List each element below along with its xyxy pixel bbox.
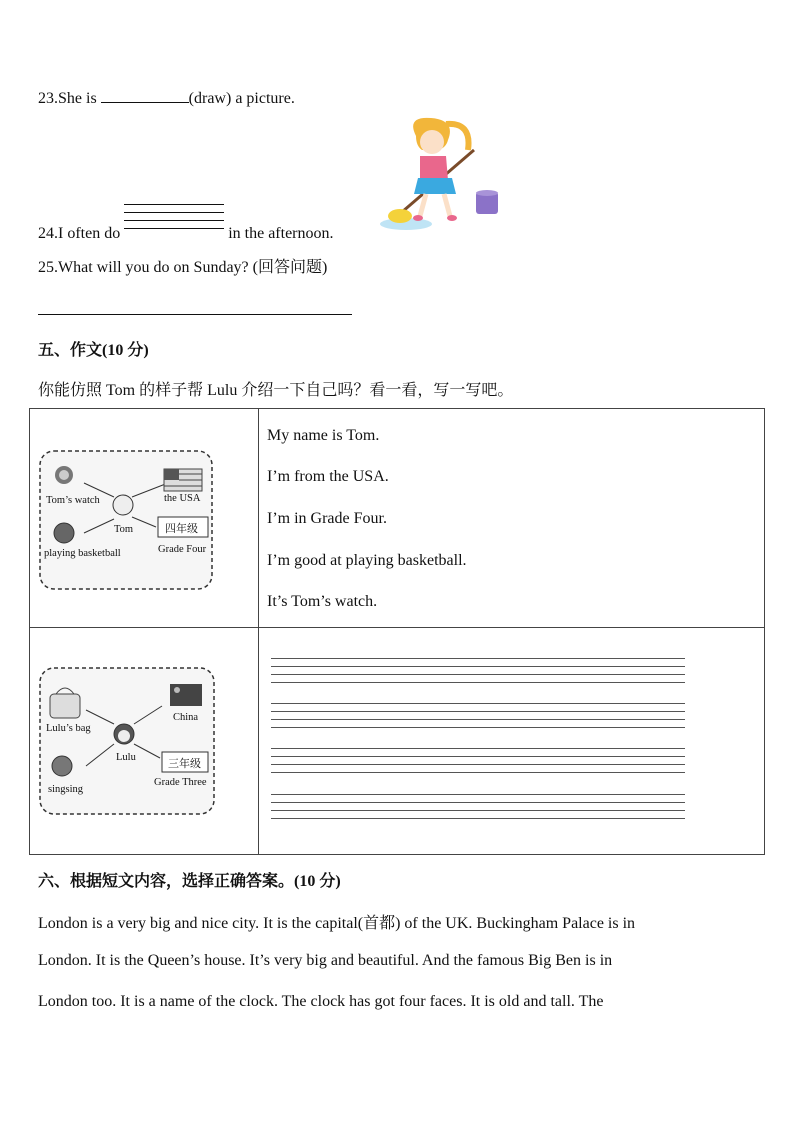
china-flag-icon <box>170 684 202 706</box>
question-24 <box>38 218 334 246</box>
answer-line-25[interactable] <box>38 314 352 315</box>
table-row-lulu <box>30 628 765 855</box>
lulu-country-label: China <box>173 712 199 723</box>
tom-sample-cell <box>259 409 765 628</box>
lulu-hobby-label: singsing <box>48 784 84 795</box>
writing-table <box>29 408 765 855</box>
tom-grade-label: Grade Four <box>158 544 207 555</box>
girl-mopping-illustration <box>376 116 506 236</box>
tom-sample-line: I’m from the USA. <box>267 468 389 485</box>
question-24-suffix: in the afternoon. <box>224 225 334 242</box>
four-line-blank-24[interactable] <box>124 218 224 246</box>
question-23 <box>38 88 295 108</box>
tom-diagram-cell <box>30 409 259 628</box>
tom-watch-label: Tom’s watch <box>46 495 100 506</box>
lulu-grade-sign-text: 三年级 <box>168 758 201 770</box>
singing-girl-icon <box>52 756 72 776</box>
basketball-icon <box>54 523 74 543</box>
tom-sample-line: I’m good at playing basketball. <box>267 552 467 569</box>
lulu-diagram-cell <box>30 628 259 855</box>
question-23-suffix: (draw) a picture. <box>188 90 295 107</box>
section-5-instruction: 你能仿照 Tom 的样子帮 Lulu 介绍一下自己吗？看一看，写一写吧。 <box>38 382 514 399</box>
question-24-prefix: 24.I often do <box>38 225 125 242</box>
mop-head <box>388 209 412 223</box>
lulu-writing-cell[interactable] <box>259 628 765 855</box>
lulu-grade-label: Grade Three <box>154 777 207 788</box>
tom-sample-line: It’s Tom’s watch. <box>267 593 378 610</box>
lulu-bag-label: Lulu’s bag <box>46 723 91 734</box>
tom-sample-line: My name is Tom. <box>267 427 380 444</box>
tom-mind-map <box>30 409 258 627</box>
section-6-title: 六、根据短文内容，选择正确答案。(10 分) <box>38 873 341 890</box>
table-row-tom <box>30 409 765 628</box>
passage-line: London too. It is a name of the clock. The clock has got four faces. It is old and tall. The <box>38 993 604 1010</box>
section-5-title: 五、作文(10 分) <box>38 342 149 359</box>
passage-line: London is a very big and nice city. It is the capital(首都) of the UK. Buckingham Palace is in <box>38 915 636 932</box>
tom-name-label: Tom <box>114 524 134 535</box>
passage-line: London. It is the Queen’s house. It’s very big and beautiful. And the famous Big Ben is in <box>38 952 613 969</box>
tom-hobby-label: playing basketball <box>44 548 121 559</box>
bag-icon <box>50 694 80 718</box>
tom-grade-sign-text: 四年级 <box>165 523 198 535</box>
answer-blank-23[interactable] <box>101 88 189 103</box>
tom-country-label: the USA <box>164 493 201 504</box>
tom-avatar <box>113 495 133 515</box>
lulu-mind-map <box>30 628 258 854</box>
lulu-name-label: Lulu <box>116 752 136 763</box>
question-23-prefix: 23.She is <box>38 90 101 107</box>
question-25: 25.What will you do on Sunday? (回答问题) <box>38 259 328 276</box>
tom-sample-line: I’m in Grade Four. <box>267 510 387 527</box>
